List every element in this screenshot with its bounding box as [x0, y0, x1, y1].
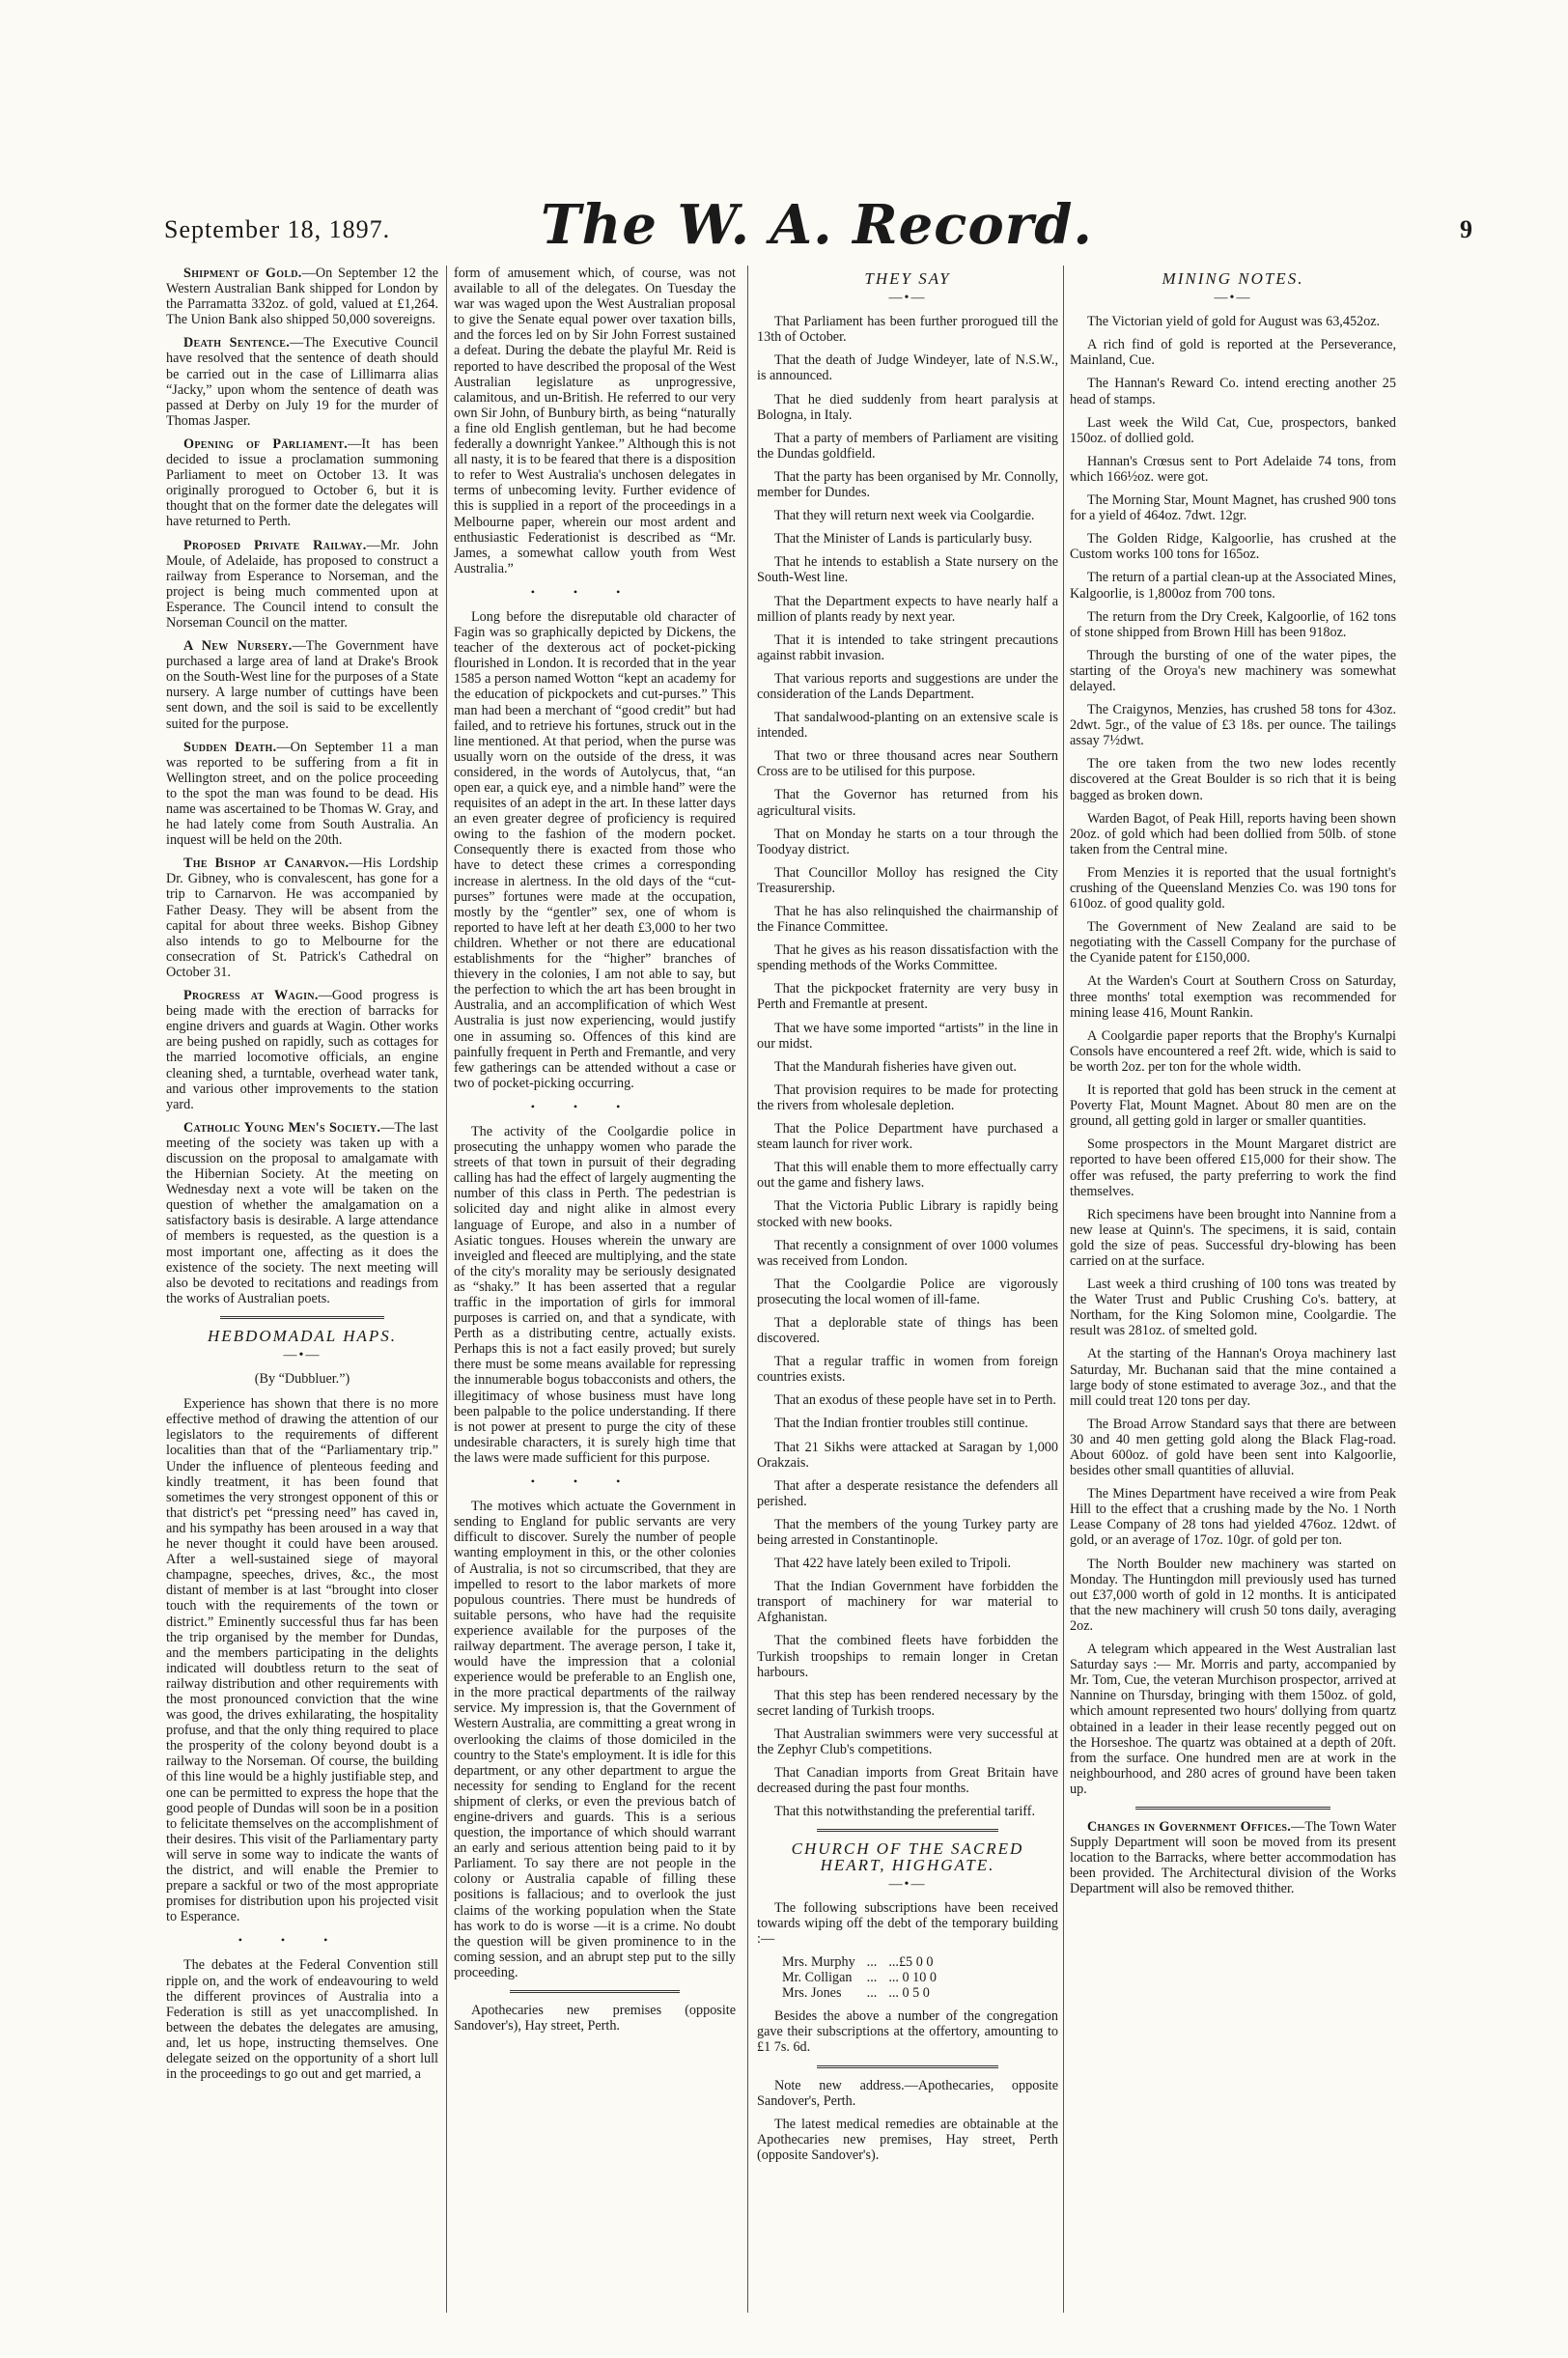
list-item: The Craigynos, Menzies, has crushed 58 tons for 43oz. 2dwt. 5gr., of the value of £3 18s. per ounce. The tailings assay 7½dwt.: [1070, 702, 1396, 749]
page-number: 9: [1460, 215, 1472, 243]
list-item: The return from the Dry Creek, Kalgoorlie, of 162 tons of stone shipped from Brown Hill has been 918oz.: [1070, 608, 1396, 640]
list-item: That the death of Judge Windeyer, late of N.S.W., is announced.: [757, 352, 1058, 384]
list-item: The North Boulder new machinery was started on Monday. The Huntingdon mill previously used has turned out £37,000 worth of gold in 12 months. It is anticipated that the new machinery will crush 50 tons daily, averaging 2oz.: [1070, 1556, 1396, 1634]
list-item: A rich find of gold is reported at the Perseverance, Mainland, Cue.: [1070, 337, 1396, 369]
section-title-they-say: THEY SAY: [864, 269, 951, 288]
news-item-railway: Proposed Private Railway.—Mr. John Moule, of Adelaide, has proposed to construct a railway from Esperance to Norseman, and the project is being much commented upon at Esperance. The Council intend to consult the Norseman Council on the matter.: [166, 537, 438, 631]
haps-paragraph: Long before the disreputable old character of Fagin was so graphically depicted by Dickens, the teacher of the dexterous act of pocket-picking flourished in London. It is recorded that in the year 1585 a person named Wotton “kept an academy for the education of pickpockets and cut-purses.” This man had been a merchant of “good credit” but had failed, and to retrieve his fortunes, struck out in the line mentioned. At that period, when the purse was usually worn on the outside of the dress, it was considered, in the words of Autolycus, that, “an open ear, a quick eye, and a nimble hand” were the requisites of an adept in the art. In these latter days an even greater degree of proficiency is required owing to the fashion of the modern pocket. Consequently there is exacted from those who have to detect these crimes a corresponding increase in alertness. In the old days of the “cut-purses” fortunes were made at the occupation, mostly by the “gentler” sex, one of whom is reported to have left at her death £3,000 to her two children. Whether or not there are educational establishments for the “higher” branches of thievery in the colonies, I am not able to say, but the perfection to which the art has been brought in Australia, and an accomplification of which West Australia is just now experiencing, would justify one in assuming so. Offences of this kind are painfully frequent in Perth and Fremantle, and very few gatherings can be attended without a case or two of pocket-picking occurring.: [454, 608, 736, 1091]
list-item: That the Department expects to have nearly half a million of plants ready by next year.: [757, 593, 1058, 625]
list-item: That this notwithstanding the preferential tariff.: [774, 1804, 1036, 1820]
list-item: At the starting of the Hannan's Oroya machinery last Saturday, Mr. Buchanan said that the mine contained a large body of stone estimated to average 3oz., and that the mill could treat 120 tons per day.: [1070, 1346, 1396, 1409]
list-item: That he gives as his reason dissatisfaction with the spending methods of the Works Committee.: [757, 942, 1058, 974]
list-item: That this step has been rendered necessary by the secret landing of Turkish troops.: [757, 1687, 1058, 1719]
list-item: That this will enable them to more effectually carry out the game and fishery laws.: [757, 1160, 1058, 1192]
list-item: That the combined fleets have forbidden the Turkish troopships to remain longer in Cretan harbours.: [757, 1633, 1058, 1680]
list-item: The Victorian yield of gold for August was 63,452oz.: [1087, 314, 1381, 330]
list-item: That various reports and suggestions are under the consideration of the Lands Department.: [757, 670, 1058, 702]
section-divider: [817, 2065, 997, 2068]
list-item: That sandalwood-planting on an extensive scale is intended.: [757, 710, 1058, 742]
column-rule: [446, 266, 447, 2313]
ornament: —•—: [1214, 291, 1252, 306]
table-row: Mrs. Murphy ... ...£5 0 0: [782, 1953, 934, 1970]
list-item: That it is intended to take stringent precautions against rabbit invasion.: [757, 632, 1058, 663]
ornament: —•—: [283, 1348, 322, 1362]
list-item: That the Governor has returned from his agricultural visits.: [757, 787, 1058, 819]
church-after: Besides the above a number of the congregation gave their subscriptions at the offertory, amounting to £1 7s. 6d.: [757, 2008, 1058, 2056]
list-item: The Government of New Zealand are said to be negotiating with the Cassell Company for the purchase of the Cyanide patent for £150,000.: [1070, 919, 1396, 967]
list-item: The ore taken from the two new lodes recently discovered at the Great Boulder is so rich that it is being bagged as broken down.: [1070, 756, 1396, 803]
list-item: That we have some imported “artists” in the line in our midst.: [757, 1020, 1058, 1052]
list-item: That the Mandurah fisheries have given out.: [774, 1058, 1017, 1075]
list-item: That the party has been organised by Mr. Connolly, member for Dundes.: [757, 468, 1058, 501]
they-say-list: [757, 314, 1058, 1819]
news-item-changes: Changes in Government Offices.—The Town Water Supply Department will soon be moved from its present location to the Barracks, where better accommodation has been provided. The Architectural division of the Works Department will also be removed thither.: [1070, 1818, 1396, 1897]
advert-remedies: The latest medical remedies are obtainable at the Apothecaries new premises, Hay street, Perth (opposite Sandover's).: [757, 2116, 1058, 2163]
list-item: That Parliament has been further prorogued till the 13th of October.: [757, 314, 1058, 346]
news-item-wagin: Progress at Wagin.—Good progress is being made with the erection of barracks for engine drivers and guards at Wagin. Other works are being pushed on rapidly, such as cottages for the married locomotive officials, an engine cleaning shed, a turntable, overhead water tank, and various other improvements to the station yard.: [166, 988, 438, 1112]
column-2: [454, 266, 736, 2313]
list-item: That the members of the young Turkey party are being arrested in Constantinople.: [757, 1516, 1058, 1548]
haps-paragraph: The activity of the Coolgardie police in prosecuting the unhappy women who parade the streets of that town in pursuit of their degrading calling has had the effect of largely augmenting the number of this class in Perth. The pedestrian is solicited day and night alike in almost every language of Europe, and also in a number of Asiatic tongues. Houses wherein the unwary are inveigled and fleeced are multiplying, and the state of the city's morality may be seriously designated as “shaky.” It has been asserted that a regular traffic in the importation of girls for immoral purposes is carried on, and that a syndicate, with Perth as a distributing centre, actually exists. Perhaps this is not a fact easily proved; but surely there must be some means available for repressing the innumerable bogus tobacconists and others, the illegitimacy of whose business must have long been palpable to the police understanding. If there is not power at present to purge the city of these undesirable characters, it is surely high time that the laws were made sufficient for this purpose.: [454, 1123, 736, 1466]
list-item: That Canadian imports from Great Britain have decreased during the past four months.: [757, 1765, 1058, 1797]
list-item: That a regular traffic in women from foreign countries exists.: [757, 1354, 1058, 1386]
haps-paragraph: The motives which actuate the Government in sending to England for public servants are very difficult to discover. Surely the number of people wanting employment in this, or the other colonies of Australia, is not so circumscribed, that they are impelled to resort to the labor markets of more populous countries. There must be hundreds of suitable persons, who have had the requisite experience available for the purposes of the railway department. The average person, I take it, would have the impression that a colonial experience would be preferable to an English one, in the more practical departments of the railway service. My impression is, that the Government of Western Australia, are committing a great wrong in overlooking the claims of those domiciled in the country to the State's employment. It is idle for this department, or any other department to argue the necessity for sending to England for the recent shipment of clerks, or even the previous batch of engine-drivers and guards. This is a serious question, the importance of which should warrant an early and serious attention being paid to it by Parliament. To say there are not people in the colony or Australia capable of filling these positions is fallacious; and to overlook the just claims of the working population when the State has work to do is worse —it is a crime. No doubt the question will be given prominence to in the coming session, and an abrupt step put to the silly proceeding.: [454, 1499, 736, 1980]
list-item: A telegram which appeared in the West Australian last Saturday says :— Mr. Morris and party, accompanied by Mr. Tom, Cue, the veteran Murchison prospector, arrived at Nannine on Thursday, bringing with them 150oz. of gold, which amount represented two hours' dollying from quartz obtained in a leader in their lease recently pegged out on the Horseshoe. The quartz was obtained at a depth of 20ft. from the surface. One hundred men are at work in the neighbourhood, and 280 acres of ground have been taken up.: [1070, 1642, 1396, 1797]
list-item: That an exodus of these people have set in to Perth.: [774, 1392, 1056, 1409]
table-row: Mrs. Jones ... ... 0 5 0: [782, 1985, 930, 2002]
news-item-cym-society: Catholic Young Men's Society.—The last meeting of the society was taken up with a discussion on the proposal to amalgamate with the Hibernian Society. At the meeting on Wednesday next a vote will be taken on the question of whether the amalgamation on a satisfactory basis is desirable. A large attendance of members is requested, as the question is a most important one, affecting as it does the existence of the society. The next meeting will also be devoted to recitations and readings from the works of Australian poets.: [166, 1119, 438, 1306]
list-item: That two or three thousand acres near Southern Cross are to be utilised for this purpose.: [757, 748, 1058, 780]
column-4: [1070, 266, 1396, 2313]
list-item: Hannan's Crœsus sent to Port Adelaide 74 tons, from which 166½oz. were got.: [1070, 453, 1396, 485]
list-item: That he died suddenly from heart paralysis at Bologna, in Italy.: [757, 391, 1058, 423]
news-item-sudden-death: Sudden Death.—On September 11 a man was reported to be suffering from a fit in Wellington street, and on the police proceeding to the spot the man was found to be dead. His name was ascertained to be Thomas W. Gray, and he had lately come from South Australia. An inquest will be held on the 20th.: [166, 739, 438, 849]
news-item-death: Death Sentence.—The Executive Council have resolved that the sentence of death should be carried out in the case of Lillimarra alias “Jacky,” upon whom the sentence of death was passed at Derby on July 19 for the murder of Thomas Jasper.: [166, 335, 438, 429]
table-row: Mr. Colligan ... ... 0 10 0: [782, 1970, 937, 1986]
list-item: That on Monday he starts on a tour through the Toodyay district.: [757, 826, 1058, 857]
list-item: From Menzies it is reported that the usual fortnight's crushing of the Queensland Menzies Co. was 190 tons for 610oz. of good quality gold.: [1070, 864, 1396, 912]
list-item: The Hannan's Reward Co. intend erecting another 25 head of stamps.: [1070, 376, 1396, 407]
list-item: That the Police Department have purchased a steam launch for river work.: [757, 1121, 1058, 1153]
section-title-mining: MINING NOTES.: [1162, 269, 1304, 288]
haps-paragraph: Experience has shown that there is no more effective method of drawing the attention of our legislators to the requirements of different localities than that of the “Parliamentary trip.” Under the influence of plenteous feeding and kindly treatment, it has been found that sometimes the very strongest opponent of this or that district's pet “pressing need” has caved in, and his sympathy has been aroused in a way that he never thought it could have been aroused. After a well-sustained siege of mayoral champagne, speeches, drives, &c., the most distant of member is at last “brought into closer touch with the requirements of the town or district.” Eminently successful thus far has been the trip organised by the member for Dundas, and the members participating in the delights indicated will doubtless return to the seat of railway distribution and other requirements with the most pronounced conviction that the wine was good, the drives exhilarating, the hospitality profuse, and that the only thing required to place the prosperity of the colony beyond doubt is a railway to the Norseman. Of course, the building of this line would be a highly justifiable step, and one can be permitted to express the hope that the good people of Dundas will soon be in a position to felicitate themselves on the accomplishment of their desires. This visit of the Parliamentary party will serve in some way to indicate the wants of the district, and will enable the Premier to prepare a sackful or two of the most appropriate promises for distribution upon his projected visit to Esperance.: [166, 1396, 438, 1925]
news-item-bishop: The Bishop at Canarvon.—His Lordship Dr. Gibney, who is convalescent, has gone for a trip to Carnarvon. He was accompanied by Father Deasy. They will be absent from the capital for about three weeks. Bishop Gibney also intends to go to Melbourne for the consecration of St. Patrick's Cathedral on October 31.: [166, 856, 438, 980]
list-item: Rich specimens have been brought into Nannine from a new lease at Quinn's. The specimens, it is said, contain gold the size of peas. Successful dry-blowing has been carried on at the surface.: [1070, 1206, 1396, 1269]
haps-paragraph: The debates at the Federal Convention still ripple on, and the work of endeavouring to weld the different provinces of Australia into a Federation is still as yet unaccomplished. In between the debates the delegates are amusing, and, let us hope, instructing themselves. One delegate seized on the opportunity of a short lull in the proceedings to go out and get married, a: [166, 1957, 438, 2083]
list-item: That the pickpocket fraternity are very busy in Perth and Fremantle at present.: [757, 981, 1058, 1013]
list-item: That 422 have lately been exiled to Tripoli.: [774, 1556, 1012, 1572]
subscriptions-table: [776, 1954, 942, 2001]
list-item: That a party of members of Parliament are visiting the Dundas goldfield.: [757, 430, 1058, 462]
list-item: That the Victoria Public Library is rapidly being stocked with new books.: [757, 1198, 1058, 1230]
haps-paragraph: form of amusement which, of course, was not available to all of the delegates. On Tuesday the war was waged upon the West Australian proposal to give the Senate equal power over taxation bills, and the forces led on by Sir John Forrest sustained a defeat. During the debate the playful Mr. Reid is reported to have described the proposal of the West Australian legislature as unprogressive, calamitous, and un-British. He referred to our very own Sir John, of Bunbury birth, as being “naturally a fine old English gentleman, but he had become federally a downright Yankee.” Although this is not all nasty, it is to be feared that there is a disposition to refer to West Australia's unchosen delegates in terms of unbecoming levity. Further evidence of this is supplied in a report of the proceedings in a Melbourne paper, wherein our most ardent and enthusiastic Federationist is described as “Mr. James, a somewhat callow youth from West Australia.”: [454, 266, 736, 576]
list-item: A Coolgardie paper reports that the Brophy's Kurnalpi Consols have encountered a reef 2ft. wide, which is said to be worth 2oz. per ton for the whole width.: [1070, 1027, 1396, 1075]
list-item: That Australian swimmers were very successful at the Zephyr Club's competitions.: [757, 1726, 1058, 1758]
masthead-title: The W. A. Record.: [541, 193, 1093, 257]
section-divider: [220, 1316, 383, 1319]
list-item: That the Indian Government have forbidden the transport of machinery for war material to Afghanistan.: [757, 1579, 1058, 1626]
list-item: That the Minister of Lands is particularly busy.: [774, 531, 1033, 547]
list-item: At the Warden's Court at Southern Cross on Saturday, three months' total exemption was recommended for mining lease 416, Mount Rankin.: [1070, 973, 1396, 1021]
news-item-gold: Shipment of Gold.—On September 12 the Western Australian Bank shipped for London by the Parramatta 332oz. of gold, valued at £1,264. The Union Bank also shipped 50,000 sovereigns.: [166, 266, 438, 328]
list-item: That 21 Sikhs were attacked at Saragan by 1,000 Orakzais.: [757, 1439, 1058, 1471]
note-address: Note new address.—Apothecaries, opposite Sandover's, Perth.: [757, 2077, 1058, 2109]
ornament: —•—: [888, 291, 927, 306]
list-item: That a deplorable state of things has been discovered.: [757, 1314, 1058, 1347]
list-item: That the Indian frontier troubles still continue.: [774, 1416, 1028, 1432]
column-3: [757, 266, 1058, 2313]
list-item: That he has also relinquished the chairmanship of the Finance Committee.: [757, 904, 1058, 936]
list-item: It is reported that gold has been struck in the cement at Poverty Flat, Mount Magnet. About 80 men are on the ground, all getting gold in larger or smaller quantities.: [1070, 1082, 1396, 1130]
list-item: Last week the Wild Cat, Cue, prospectors, banked 150oz. of dollied gold.: [1070, 414, 1396, 446]
advert-apothecaries: Apothecaries new premises (opposite Sandover's), Hay street, Perth.: [454, 2003, 736, 2035]
list-item: That after a desperate resistance the defenders all perished.: [757, 1477, 1058, 1509]
mining-notes-list: [1070, 314, 1396, 1797]
asterism: •••: [238, 1933, 367, 1948]
list-item: Warden Bagot, of Peak Hill, reports having been shown 20oz. of gold which had been dollied from 50lb. of stone taken from the Central mine.: [1070, 810, 1396, 857]
byline: (By “Dubbluer.”): [254, 1371, 350, 1388]
list-item: The Golden Ridge, Kalgoorlie, has crushed at the Custom works 100 tons for 165oz.: [1070, 531, 1396, 563]
asterism: •••: [530, 1099, 659, 1113]
list-item: That they will return next week via Coolgardie.: [774, 508, 1035, 524]
asterism: •••: [530, 584, 659, 599]
news-item-nursery: A New Nursery.—The Government have purchased a large area of land at Drake's Brook on the South-West line for the purposes of a State nursery. A large number of cuttings have been sent down, and the soil is said to be excellently suited for the purpose.: [166, 638, 438, 732]
church-intro: The following subscriptions have been received towards wiping off the debt of the temporary building :—: [757, 1899, 1058, 1947]
list-item: That provision requires to be made for protecting the rivers from wholesale depletion.: [757, 1081, 1058, 1113]
list-item: That Councillor Molloy has resigned the City Treasurership.: [757, 864, 1058, 896]
page-header: [39, 193, 1526, 257]
column-rule: [1063, 266, 1064, 2313]
list-item: That he intends to establish a State nursery on the South-West line.: [757, 554, 1058, 586]
column-1: [166, 266, 438, 2313]
list-item: Through the bursting of one of the water pipes, the starting of the Oroya's new machinery was somewhat delayed.: [1070, 647, 1396, 694]
section-divider: [1135, 1807, 1331, 1810]
news-item-parliament: Opening of Parliament.—It has been decided to issue a proclamation summoning Parliament to meet on October 13. It was originally prorogued to October 6, but it is thought that on the former date the delegates will have returned to Perth.: [166, 435, 438, 530]
list-item: The Morning Star, Mount Magnet, has crushed 900 tons for a yield of 464oz. 7dwt. 12gr.: [1070, 492, 1396, 524]
issue-date: September 18, 1897.: [164, 215, 391, 243]
column-rule: [747, 266, 748, 2313]
list-item: That the Coolgardie Police are vigorously prosecuting the local women of ill-fame.: [757, 1276, 1058, 1307]
list-item: Some prospectors in the Mount Margaret district are reported to have been offered £15,000 for their show. The offer was refused, the party preferring to work the find themselves.: [1070, 1137, 1396, 1199]
section-divider: [510, 1990, 679, 1993]
asterism: •••: [530, 1474, 659, 1489]
list-item: The Mines Department have received a wire from Peak Hill to the effect that a crushing made by the No. 1 North Lease Company of 28 tons had yielded 476oz. 12dwt. of gold, or an average of 17oz. 10gr. of gold per ton.: [1070, 1486, 1396, 1549]
list-item: The Broad Arrow Standard says that there are between 30 and 40 men getting gold along the Black Flag-road. About 600oz. of gold have been sent into Kalgoorlie, besides other small quantities of alluvial.: [1070, 1416, 1396, 1479]
list-item: The return of a partial clean-up at the Associated Mines, Kalgoorlie, is 1,800oz from 700 tons.: [1070, 570, 1396, 602]
section-title-church: CHURCH OF THE SACRED HEART, HIGHGATE.: [791, 1839, 1024, 1874]
list-item: That recently a consignment of over 1000 volumes was received from London.: [757, 1237, 1058, 1269]
section-divider: [817, 1829, 997, 1832]
ornament: —•—: [888, 1876, 927, 1892]
section-title-haps: HEBDOMADAL HAPS.: [208, 1326, 397, 1345]
list-item: Last week a third crushing of 100 tons was treated by the Water Trust and Public Crushing Co's. battery, at Northam, for the King Solomon mine, Coolgardie. The result was 281oz. of smelted gold.: [1070, 1277, 1396, 1339]
